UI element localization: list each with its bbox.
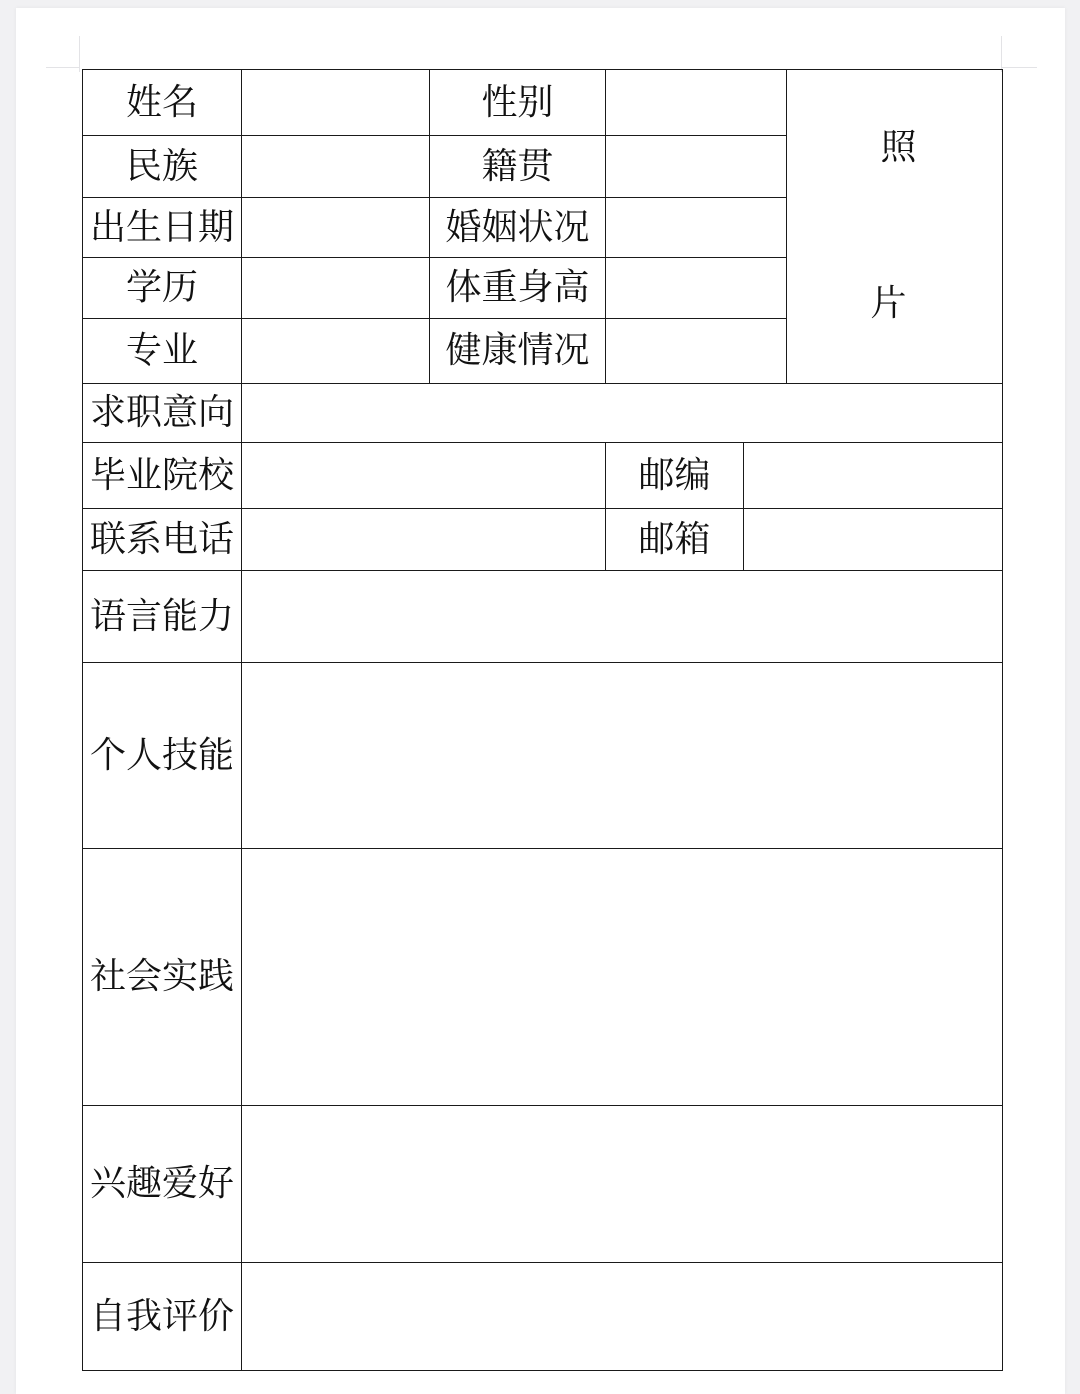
skills-field[interactable] — [242, 663, 1003, 848]
table-row — [83, 848, 1003, 1105]
margin-mark — [1001, 67, 1037, 68]
weight-height-field[interactable] — [606, 258, 787, 319]
email-label: 邮箱 — [606, 509, 744, 571]
postcode-label: 邮编 — [606, 443, 744, 509]
photo-area[interactable] — [787, 70, 1003, 384]
graduated-school-label: 毕业院校 — [83, 443, 242, 509]
name-field[interactable] — [242, 70, 430, 136]
health-label: 健康情况 — [430, 319, 606, 384]
photo-label-char: 片 — [870, 283, 907, 324]
ethnicity-field[interactable] — [242, 136, 430, 198]
skills-label: 个人技能 — [83, 663, 242, 848]
hobbies-field[interactable] — [242, 1105, 1003, 1262]
name-label: 姓名 — [83, 70, 242, 136]
weight-height-label: 体重身高 — [430, 258, 606, 319]
native-place-label: 籍贯 — [430, 136, 606, 198]
job-intention-field[interactable] — [242, 384, 1003, 443]
table-row — [83, 384, 1003, 443]
birth-date-label: 出生日期 — [83, 198, 242, 258]
marital-status-label: 婚姻状况 — [430, 198, 606, 258]
table-row — [83, 1105, 1003, 1262]
self-evaluation-field[interactable] — [242, 1262, 1003, 1370]
gender-field[interactable] — [606, 70, 787, 136]
hobbies-label: 兴趣爱好 — [83, 1105, 242, 1262]
self-evaluation-label: 自我评价 — [83, 1262, 242, 1370]
marital-status-field[interactable] — [606, 198, 787, 258]
phone-label: 联系电话 — [83, 509, 242, 571]
phone-field[interactable] — [242, 509, 606, 571]
table-row — [83, 70, 1003, 136]
postcode-field[interactable] — [744, 443, 1003, 509]
native-place-field[interactable] — [606, 136, 787, 198]
graduated-school-field[interactable] — [242, 443, 606, 509]
birth-date-field[interactable] — [242, 198, 430, 258]
margin-mark — [46, 67, 80, 68]
email-field[interactable] — [744, 509, 1003, 571]
table-row — [83, 571, 1003, 663]
table-row — [83, 509, 1003, 571]
language-field[interactable] — [242, 571, 1003, 663]
table-row — [83, 443, 1003, 509]
language-label: 语言能力 — [83, 571, 242, 663]
major-field[interactable] — [242, 319, 430, 384]
gender-label: 性别 — [430, 70, 606, 136]
health-field[interactable] — [606, 319, 787, 384]
social-practice-field[interactable] — [242, 848, 1003, 1105]
major-label: 专业 — [83, 319, 242, 384]
resume-form-table — [82, 69, 1003, 1371]
photo-label-char: 照 — [880, 127, 917, 168]
ethnicity-label: 民族 — [83, 136, 242, 198]
table-row — [83, 663, 1003, 848]
table-row — [83, 1262, 1003, 1370]
education-label: 学历 — [83, 258, 242, 319]
job-intention-label: 求职意向 — [83, 384, 242, 443]
social-practice-label: 社会实践 — [83, 848, 242, 1105]
education-field[interactable] — [242, 258, 430, 319]
